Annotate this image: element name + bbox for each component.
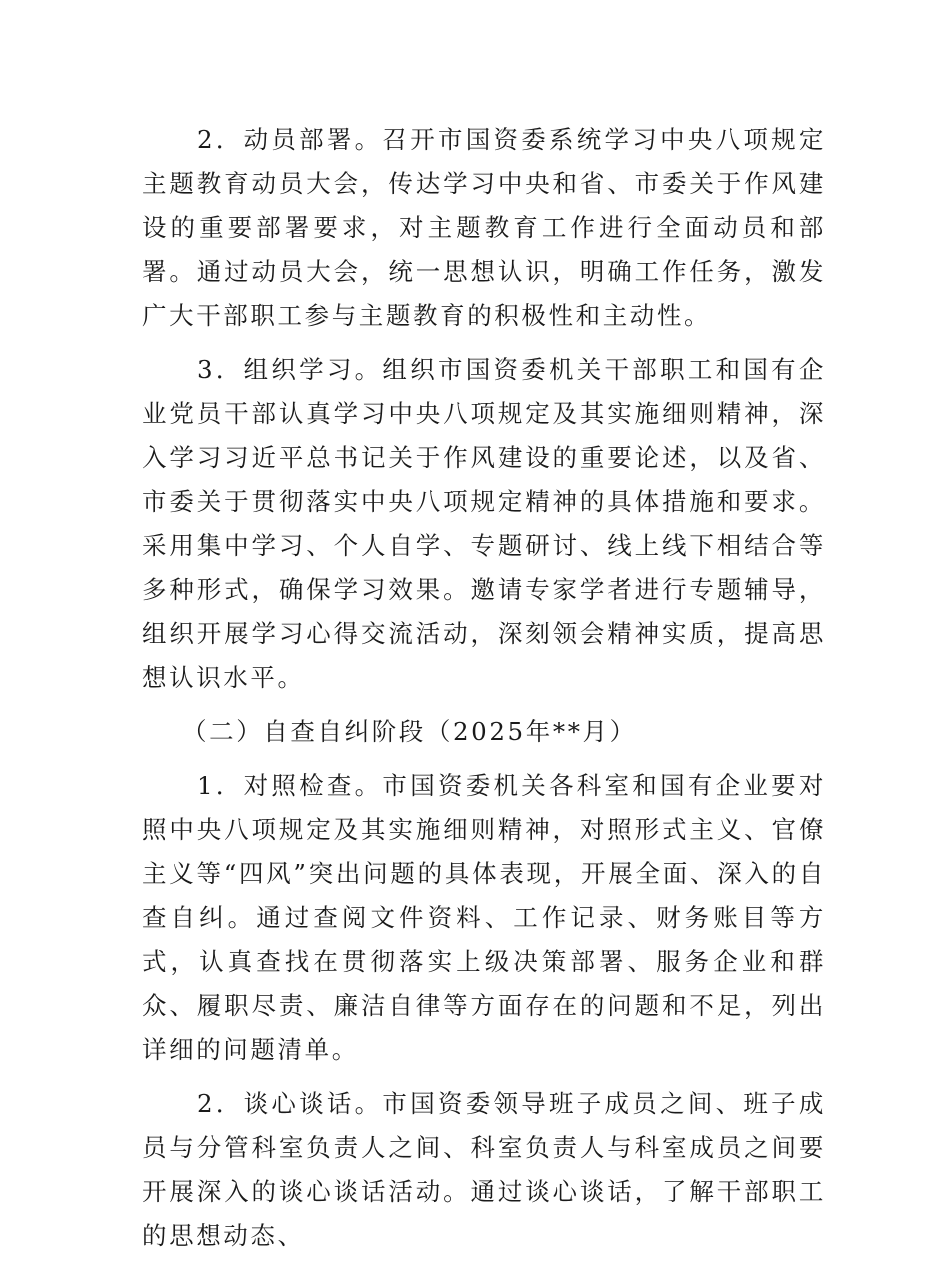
paragraph-mobilization: 2．动员部署。召开市国资委系统学习中央八项规定主题教育动员大会，传达学习中央和省、市委关于作风建设的重要部署要求，对主题教育工作进行全面动员和部署。通过动员大会，统一思想认识，明确工作任务，激发广大干部职工参与主题教育的积极性和主动性。 [142, 125, 826, 330]
paragraph-heart-to-heart-talk: 2．谈心谈话。市国资委领导班子成员之间、班子成员与分管科室负责人之间、科室负责人与科室成员之间要开展深入的谈心谈话活动。通过谈心谈话，了解干部职工的思想动态、 [142, 1089, 826, 1250]
section-heading-self-inspection: （二）自查自纠阶段（2025年**月） [182, 717, 637, 746]
paragraph-study: 3．组织学习。组织市国资委机关干部职工和国有企业党员干部认真学习中央八项规定及其实施细则精神，深入学习习近平总书记关于作风建设的重要论述，以及省、市委关于贯彻落实中央八项规定精神的具体措施和要求。采用集中学习、个人自学、专题研讨、线上线下相结合等多种形式，确保学习效果。邀请专家学者进行专题辅导，组织开展学习心得交流活动，深刻领会精神实质，提高思想认识水平。 [142, 355, 826, 692]
document-body [142, 118, 826, 1268]
paragraph-self-check: 1．对照检查。市国资委机关各科室和国有企业要对照中央八项规定及其实施细则精神，对照形式主义、官僚主义等“四风”突出问题的具体表现，开展全面、深入的自查自纠。通过查阅文件资料、工作记录、财务账目等方式，认真查找在贯彻落实上级决策部署、服务企业和群众、履职尽责、廉洁自律等方面存在的问题和不足，列出详细的问题清单。 [142, 771, 826, 1064]
